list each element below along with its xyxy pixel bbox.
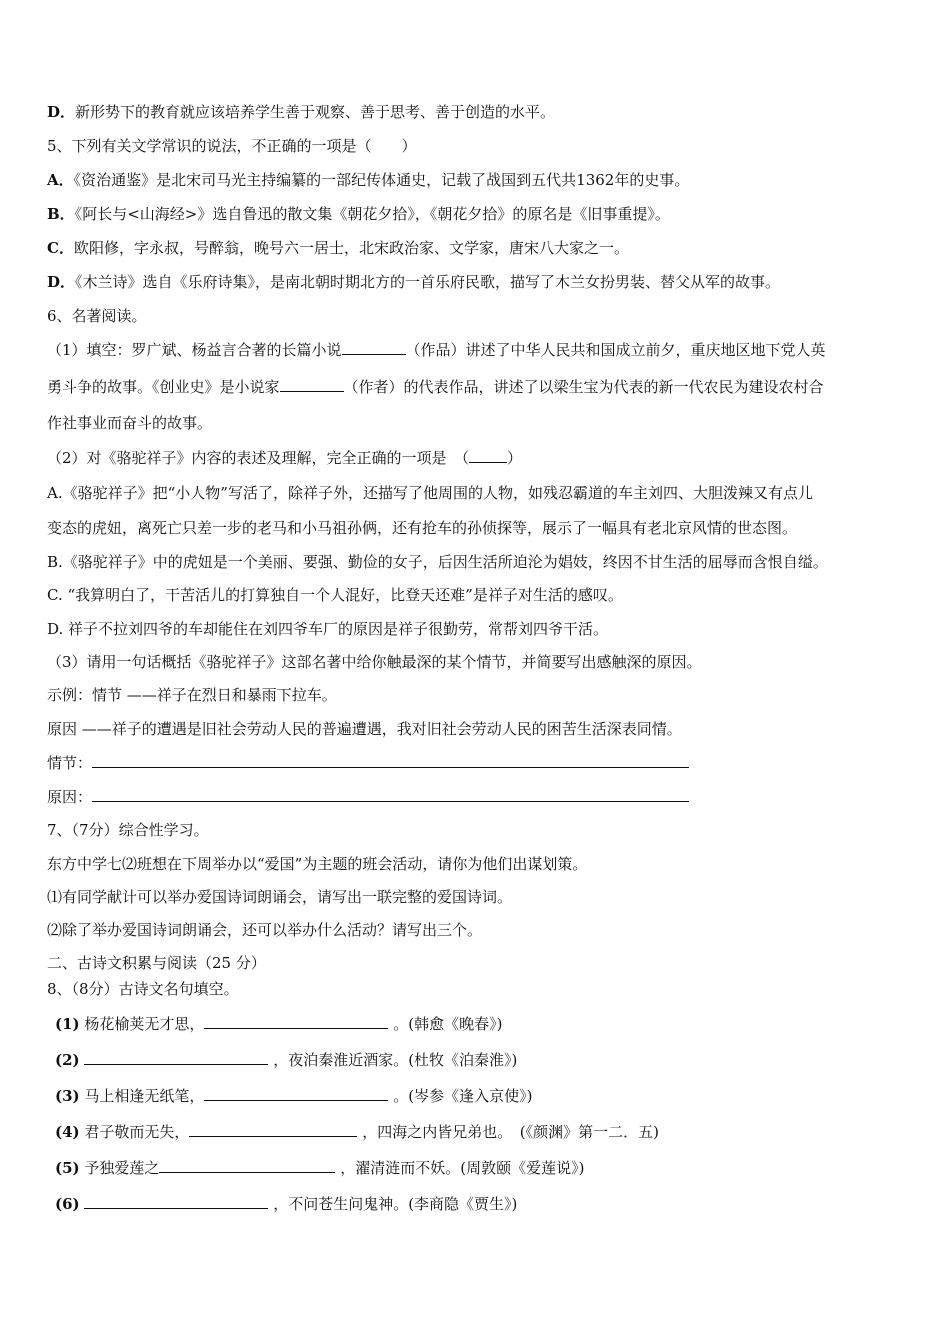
item-after: ，濯清涟而不妖。(周敦颐《爱莲说》) — [340, 1159, 585, 1177]
author-blank[interactable] — [280, 377, 344, 392]
q5-option-d — [47, 272, 780, 292]
q8-item-2 — [55, 1050, 517, 1070]
item-before: 予独爱莲之 — [84, 1159, 160, 1177]
q6-part2-stem — [47, 448, 522, 468]
fill-blank[interactable] — [204, 1014, 388, 1029]
option-text: 新形势下的教育就应该培养学生善于观察、善于思考、善于创造的水平。 — [75, 103, 556, 121]
reason-blank[interactable] — [92, 787, 689, 802]
q6-part3-stem: （3）请用一句话概括《骆驼祥子》这部名著中给你触最深的某个情节，并简要写出感触深的原因。 — [47, 653, 702, 671]
q6-option-a-line1: A.《骆驼祥子》把“小人物”写活了，除祥子外，还描写了他周围的人物，如残忍霸道的车主刘四、大胆泼辣又有点儿 — [47, 484, 813, 502]
item-after: ，四海之内皆兄弟也。 (《颜渊》第一二．五) — [362, 1123, 659, 1141]
q6-part1-line3: 作社事业而奋斗的故事。 — [47, 414, 213, 432]
q8-stem: 8、（8分）古诗文名句填空。 — [47, 980, 239, 998]
fill-blank[interactable] — [204, 1086, 388, 1101]
plot-blank[interactable] — [92, 753, 689, 768]
option-label: D． — [47, 103, 76, 121]
item-after: 。(韩愈《晚春》) — [393, 1015, 503, 1033]
q7-stem: 7、（7分）综合性学习。 — [47, 821, 209, 839]
q8-item-5 — [55, 1158, 584, 1178]
item-before: 马上相逢无纸笔， — [84, 1087, 205, 1105]
part1-text-c: 勇斗争的故事。《创业史》是小说家 — [47, 378, 280, 396]
q6-part1-line2 — [47, 377, 824, 397]
part1-text-b: （作品）讲述了中华人民共和国成立前夕，重庆地区地下党人英 — [405, 341, 826, 359]
section-title: 二、古诗文积累与阅读（25 分） — [47, 954, 266, 972]
option-text: 《资治通鉴》是北宋司马光主持编纂的一部纪传体通史，记载了战国到五代共1362年的史事。 — [73, 171, 690, 189]
q6-option-b: B.《骆驼祥子》中的虎妞是一个美丽、要强、勤俭的女子，后因生活所迫沦为娼妓，终因不甘生活的屈辱而含恨自缢。 — [47, 553, 828, 571]
part1-text-a: （1）填空：罗广斌、杨益言合著的长篇小说 — [47, 341, 342, 359]
item-number: (6) — [55, 1195, 80, 1213]
q6-stem: 6、名著阅读。 — [47, 307, 147, 325]
novel-title-blank[interactable] — [342, 340, 406, 355]
answer-blank[interactable] — [469, 448, 507, 463]
q8-item-4 — [55, 1122, 659, 1142]
q5-stem: 5、下列有关文学常识的说法，不正确的一项是（ ） — [47, 137, 417, 155]
option-label: D． — [47, 273, 76, 291]
q8-item-3 — [55, 1086, 532, 1106]
option-text: 《木兰诗》选自《乐府诗集》，是南北朝时期北方的一首乐府民歌，描写了木兰女扮男装、替父从军的故事。 — [75, 273, 781, 291]
item-number: (5) — [55, 1159, 80, 1177]
q6-option-d: D. 祥子不拉刘四爷的车却能住在刘四爷车厂的原因是祥子很勤劳，常帮刘四爷干活。 — [47, 620, 609, 638]
item-before: 杨花榆荚无才思， — [84, 1015, 205, 1033]
option-label: B． — [47, 205, 75, 223]
item-after: ，夜泊秦淮近酒家。(杜牧《泊秦淮》) — [273, 1051, 518, 1069]
q8-item-6 — [55, 1194, 517, 1214]
fill-blank[interactable] — [84, 1050, 268, 1065]
item-number: (2) — [55, 1051, 80, 1069]
example-reason: 原因 ——祥子的遭遇是旧社会劳动人民的普遍遭遇，我对旧社会劳动人民的困苦生活深表同情。 — [47, 720, 682, 738]
option-label: C． — [47, 239, 74, 257]
fill-blank[interactable] — [84, 1194, 268, 1209]
fill-blank[interactable] — [189, 1122, 357, 1137]
example-plot: 示例：情节 ——祥子在烈日和暴雨下拉车。 — [47, 686, 337, 704]
q5-option-a — [47, 170, 689, 190]
item-after: 。(岑参《逢入京使》) — [393, 1087, 533, 1105]
option-text: 欧阳修，字永叔，号醉翁，晚号六一居士，北宋政治家、文学家，唐宋八大家之一。 — [73, 239, 629, 257]
part2-stem-close: ） — [507, 449, 523, 467]
q6-option-a-line2: 变态的虎妞，离死亡只差一步的老马和小马祖孙俩，还有抢车的孙侦探等，展示了一幅具有老北京风情的世态图。 — [47, 519, 798, 537]
option-text: 《阿长与<山海经>》选自鲁迅的散文集《朝花夕拾》，《朝花夕拾》的原名是《旧事重提》。 — [74, 205, 670, 223]
item-number: (3) — [55, 1087, 80, 1105]
reason-answer-line — [47, 787, 689, 807]
part2-stem-text: （2）对《骆驼祥子》内容的表述及理解，完全正确的一项是 （ — [47, 449, 470, 467]
q8-item-1 — [55, 1014, 502, 1034]
q5-option-c — [47, 238, 629, 258]
q7-sub2: ⑵除了举办爱国诗词朗诵会，还可以举办什么活动？请写出三个。 — [47, 921, 483, 939]
item-before: 君子敬而无失， — [84, 1123, 190, 1141]
reason-label: 原因： — [47, 788, 93, 806]
q7-intro: 东方中学七⑵班想在下周举办以“爱国”为主题的班会活动，请你为他们出谋划策。 — [47, 855, 588, 873]
q6-option-c: C. “我算明白了，干苦活儿的打算独自一个人混好，比登天还难”是祥子对生活的感叹。 — [47, 586, 623, 604]
q4-option-d — [47, 102, 555, 122]
q6-part1-line1 — [47, 340, 826, 360]
item-number: (4) — [55, 1123, 80, 1141]
option-label: A． — [47, 171, 74, 189]
item-number: (1) — [55, 1015, 80, 1033]
q7-sub1: ⑴有同学献计可以举办爱国诗词朗诵会，请写出一联完整的爱国诗词。 — [47, 888, 513, 906]
part1-text-d: （作者）的代表作品，讲述了以梁生宝为代表的新一代农民为建设农村合 — [343, 378, 824, 396]
plot-answer-line — [47, 753, 689, 773]
q5-option-b — [47, 204, 670, 224]
item-after: ，不问苍生问鬼神。(李商隐《贾生》) — [273, 1195, 518, 1213]
fill-blank[interactable] — [159, 1158, 335, 1173]
plot-label: 情节： — [47, 754, 93, 772]
